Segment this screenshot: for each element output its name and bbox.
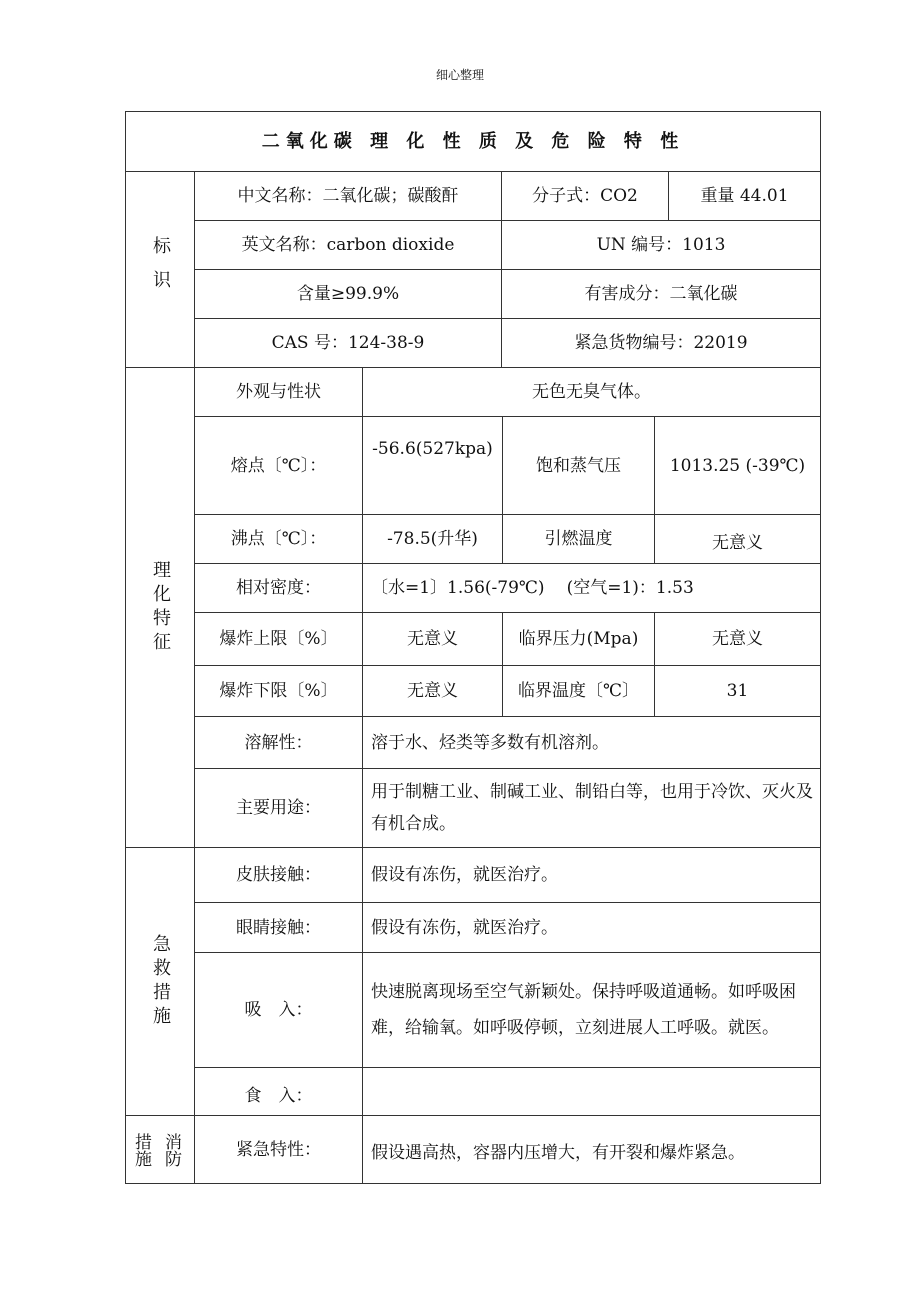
ingest-value (362, 1067, 821, 1116)
fire-hazard-label: 紧急特性： (194, 1115, 363, 1184)
use-label: 主要用途： (194, 768, 363, 848)
section-label-b: 消防 (161, 1132, 181, 1167)
formula: 分子式：CO2 (501, 171, 669, 221)
appearance-value: 无色无臭气体。 (362, 367, 821, 417)
section-label: 理化特征 (150, 559, 171, 656)
critical-temp-value: 31 (654, 665, 821, 717)
section-fire (125, 1115, 195, 1184)
upper-limit-label: 爆炸上限〔%〕 (194, 612, 363, 666)
inhale-value: 快速脱离现场至空气新颖处。保持呼吸道通畅。如呼吸困难，给输氧。如呼吸停顿，立刻进展人工呼吸。就医。 (362, 952, 821, 1068)
density-value (362, 563, 821, 613)
solubility-label: 溶解性： (194, 716, 363, 769)
upper-limit-value: 无意义 (362, 612, 503, 666)
section-identification (125, 171, 195, 368)
skin-value: 假设有冻伤，就医治疗。 (362, 847, 821, 903)
critical-pressure-value: 无意义 (654, 612, 821, 666)
vapor-value: 1013.25 (-39℃) (654, 416, 821, 515)
melting-label: 熔点〔℃〕： (194, 416, 363, 515)
page-header: 细心整理 (435, 68, 484, 82)
appearance-label: 外观与性状 (194, 367, 363, 417)
section-label: 急救措施 (150, 933, 171, 1030)
cn-name: 中文名称：二氧化碳；碳酸酐 (194, 171, 502, 221)
eye-label: 眼睛接触： (194, 902, 363, 953)
lower-limit-label: 爆炸下限〔%〕 (194, 665, 363, 717)
critical-temp-label: 临界温度〔℃〕 (502, 665, 655, 717)
ignition-label: 引燃温度 (502, 514, 655, 564)
skin-label: 皮肤接触： (194, 847, 363, 903)
weight: 重量 44.01 (668, 171, 821, 221)
section-first-aid (125, 847, 195, 1116)
inhale-label: 吸 入： (194, 952, 363, 1068)
section-label-a: 措施 (131, 1132, 151, 1167)
use-value: 用于制糖工业、制碱工业、制铅白等，也用于冷饮、灭火及有机合成。 (362, 768, 821, 848)
fire-hazard-value: 假设遇高热，容器内压增大，有开裂和爆炸紧急。 (362, 1115, 821, 1184)
boiling-label: 沸点〔℃〕： (194, 514, 363, 564)
section-label: 标识 (150, 235, 171, 304)
density-water: 〔水=1〕1.56(-79℃) (371, 578, 545, 598)
emergency-number: 紧急货物编号：22019 (501, 318, 821, 368)
boiling-value: -78.5(升华) (362, 514, 503, 564)
en-name: 英文名称：carbon dioxide (194, 220, 502, 270)
hazard-component: 有害成分：二氧化碳 (501, 269, 821, 319)
table-title: 二氧化碳 理 化 性 质 及 危 险 特 性 (125, 111, 821, 172)
melting-value: -56.6(527kpa) (362, 416, 503, 515)
ingest-label: 食 入： (194, 1067, 363, 1116)
ignition-value: 无意义 (654, 514, 821, 564)
density-label: 相对密度： (194, 563, 363, 613)
un-number: UN 编号：1013 (501, 220, 821, 270)
cas-number: CAS 号：124-38-9 (194, 318, 502, 368)
density-air: (空气=1)：1.53 (566, 578, 694, 598)
content: 含量≥99.9% (194, 269, 502, 319)
section-properties (125, 367, 195, 848)
solubility-value: 溶于水、烃类等多数有机溶剂。 (362, 716, 821, 769)
critical-pressure-label: 临界压力(Mpa) (502, 612, 655, 666)
lower-limit-value: 无意义 (362, 665, 503, 717)
eye-value: 假设有冻伤，就医治疗。 (362, 902, 821, 953)
vapor-label: 饱和蒸气压 (502, 416, 655, 515)
